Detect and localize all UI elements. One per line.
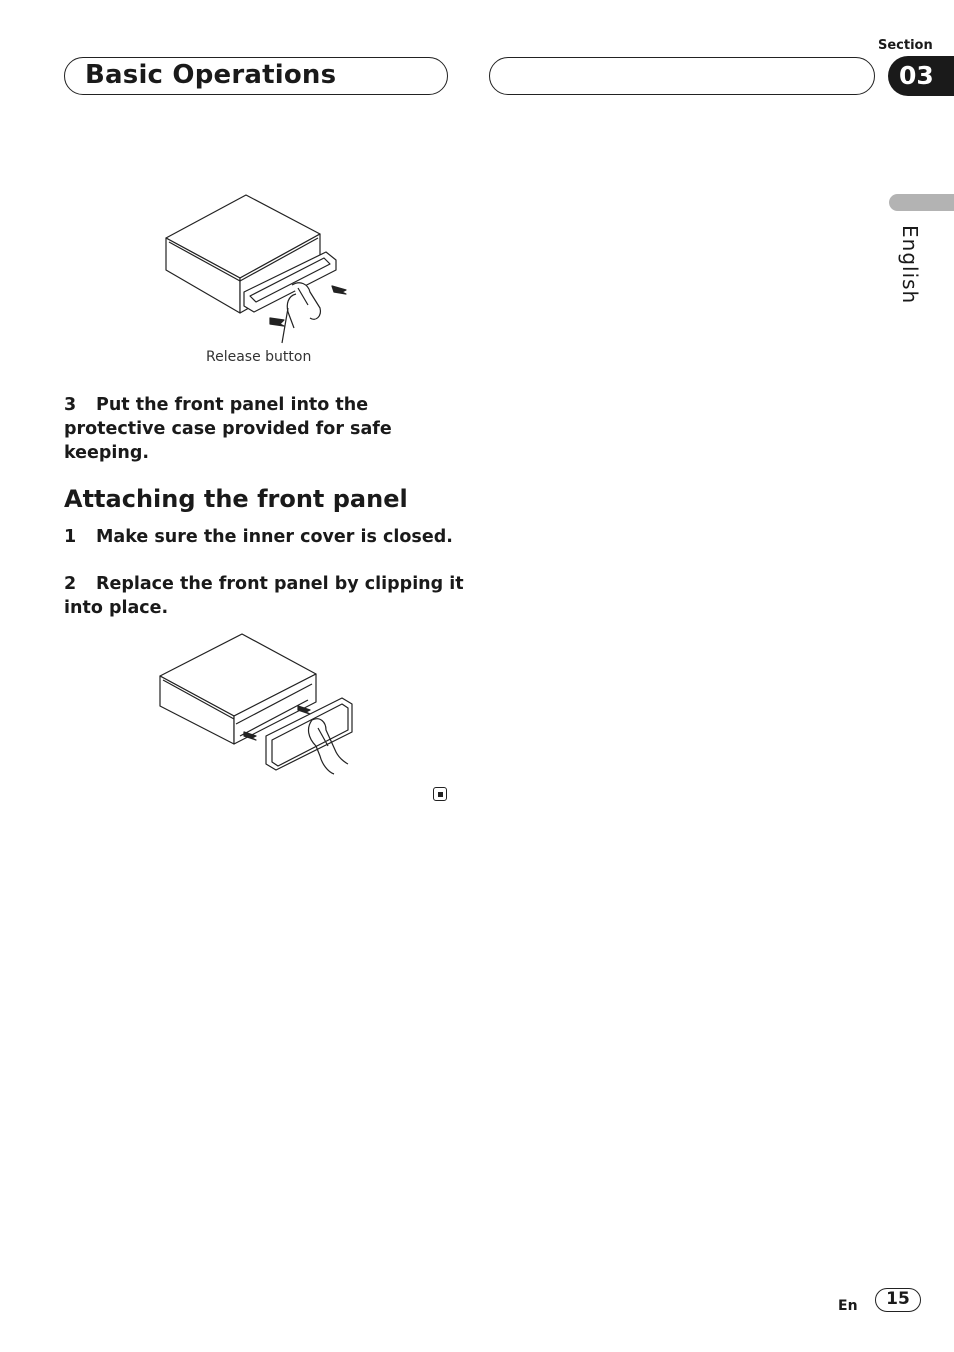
- page-number: 15: [875, 1288, 921, 1312]
- header-empty-frame: [489, 57, 875, 95]
- step-3: [64, 393, 464, 465]
- language-code: En: [838, 1298, 858, 1314]
- language-label: English: [898, 225, 922, 305]
- step-number: 3: [64, 395, 77, 415]
- step-2: [64, 572, 464, 620]
- step-number: 1: [64, 527, 77, 547]
- step-number: 2: [64, 574, 77, 594]
- page-title: Basic Operations: [85, 60, 337, 90]
- release-button-caption: Release button: [206, 349, 312, 365]
- remove-front-panel-illustration: [160, 188, 360, 348]
- step-1: [64, 525, 464, 549]
- section-label: Section: [878, 38, 933, 53]
- attach-front-panel-illustration: [156, 628, 360, 780]
- step-text: Replace the front panel by clipping it into place.: [64, 574, 464, 618]
- section-heading: Attaching the front panel: [64, 485, 408, 513]
- page-title-frame: [64, 57, 448, 95]
- step-text: Put the front panel into the protective case provided for safe keeping.: [64, 395, 392, 463]
- section-number-badge: 03: [888, 56, 954, 96]
- end-of-section-mark: [433, 787, 447, 801]
- language-tab-marker: [889, 194, 954, 211]
- language-tab: [878, 225, 942, 325]
- step-text: Make sure the inner cover is closed.: [96, 527, 453, 547]
